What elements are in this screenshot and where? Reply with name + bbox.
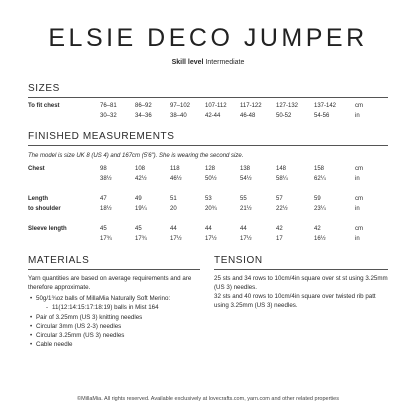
length-cell: 21½: [240, 206, 252, 212]
chest-cell: 38½: [100, 176, 112, 182]
length-cell: 59: [314, 196, 321, 202]
materials-item: [30, 340, 170, 349]
sleeve-cell: 45: [100, 226, 107, 232]
sleeve-cell: 17½: [240, 236, 252, 242]
length-cell: 20¾: [205, 206, 217, 212]
materials-item-text: Circular 3.25mm (US 3) needles: [36, 332, 125, 340]
unit-label: cm: [355, 166, 363, 172]
sleeve-cell: 17½: [170, 236, 182, 242]
unit-label: in: [355, 206, 360, 212]
length-cell: 51: [170, 196, 177, 202]
bullet-icon: •: [30, 332, 33, 340]
chest-cell: 118: [170, 166, 180, 172]
size-cell: 46-48: [240, 113, 256, 119]
chest-cell: 42½: [135, 176, 147, 182]
size-cell: 137-142: [314, 103, 337, 109]
sleeve-cell: 17¾: [135, 236, 147, 242]
tension-rule: [214, 269, 388, 270]
chest-cell: 62¼: [314, 176, 326, 182]
sleeve-cell: 44: [170, 226, 177, 232]
size-cell: 54-56: [314, 113, 330, 119]
materials-item-text: Circular 3mm (US 2-3) needles: [36, 322, 122, 330]
unit-label: in: [355, 113, 360, 119]
sleeve-cell: 16½: [314, 236, 326, 242]
chest-cell: 50½: [205, 176, 217, 182]
bullet-icon: •: [30, 341, 33, 349]
length-cell: 57: [276, 196, 283, 202]
length-cell: 20: [170, 206, 177, 212]
sleeve-cell: 42: [276, 226, 283, 232]
materials-item-text: Cable needle: [36, 341, 73, 349]
bullet-icon: •: [30, 322, 33, 330]
size-cell: 30–32: [100, 113, 117, 119]
size-cell: 34–36: [135, 113, 152, 119]
sleeve-cell: 17: [276, 236, 283, 242]
length-cell: 18½: [100, 206, 112, 212]
length-cell: 55: [240, 196, 247, 202]
size-cell: 86–92: [135, 103, 152, 109]
unit-label: cm: [355, 103, 363, 109]
materials-list: [30, 294, 171, 350]
skill-level-label: Skill level: [171, 59, 204, 66]
sleeve-cell: 45: [135, 226, 142, 232]
unit-label: in: [355, 236, 360, 242]
chest-cell: 54½: [240, 176, 252, 182]
tension-para-2: 32 sts and 40 rows to 10cm/4in square over twisted rib patt using 3.25mm (US 3) needles.: [214, 293, 376, 309]
sleeve-cell: 44: [205, 226, 212, 232]
chest-cell: 58¼: [276, 176, 288, 182]
size-cell: 42-44: [205, 113, 221, 119]
sizes-rule: [28, 97, 388, 98]
materials-item: [30, 294, 171, 303]
chest-cell: 108: [135, 166, 146, 172]
size-cell: 38–40: [170, 113, 187, 119]
length-cell: 53: [205, 196, 212, 202]
materials-intro: Yarn quantities are based on average requirements and are therefore approximate.: [28, 275, 192, 291]
chest-label: Chest: [28, 166, 45, 172]
copyright-footer: ©MillaMia. All rights reserved. Available exclusively at lovecrafts.com, yarn.com and other related properties: [77, 396, 339, 402]
to-fit-chest-label: To fit chest: [28, 103, 60, 109]
sleeve-cell: 17¾: [100, 236, 112, 242]
skill-level-value: Intermediate: [205, 59, 245, 66]
chest-cell: 148: [276, 166, 287, 172]
length-cell: 19¼: [135, 206, 147, 212]
length-cell: 23¼: [314, 206, 326, 212]
unit-label: cm: [355, 226, 363, 232]
size-cell: 76–81: [100, 103, 117, 109]
sizes-heading: SIZES: [28, 83, 60, 94]
materials-item: [30, 331, 170, 340]
finished-rule: [28, 145, 388, 146]
finished-heading: FINISHED MEASUREMENTS: [28, 131, 175, 142]
materials-heading: MATERIALS: [28, 255, 90, 266]
materials-rule: [28, 269, 200, 270]
tension-heading: TENSION: [214, 255, 263, 266]
chest-cell: 46½: [170, 176, 182, 182]
bullet-icon: •: [30, 295, 33, 302]
length-label: Length: [28, 196, 48, 202]
size-cell: 107-112: [205, 103, 227, 109]
size-cell: 117-122: [240, 103, 262, 109]
chest-cell: 128: [205, 166, 216, 172]
length-cell: 47: [100, 196, 107, 202]
size-cell: 97–102: [170, 103, 191, 109]
unit-label: cm: [355, 196, 363, 202]
unit-label: in: [355, 176, 360, 182]
sleeve-length-label: Sleeve length: [28, 226, 67, 232]
chest-cell: 158: [314, 166, 325, 172]
pattern-title: ELSIE DECO JUMPER: [48, 24, 368, 52]
skill-level: [0, 59, 416, 66]
size-cell: 50-52: [276, 113, 292, 119]
chest-cell: 138: [240, 166, 251, 172]
materials-subitem: [36, 303, 170, 312]
materials-item: [30, 322, 170, 331]
materials-item-text: 11(12:14:15:17:18:19) balls in Mist 164: [52, 304, 159, 312]
size-cell: 127-132: [276, 103, 299, 109]
length-cell: 49: [135, 196, 142, 202]
dash-icon: -: [46, 304, 49, 312]
materials-item-text: 50g/1¾oz balls of MillaMia Naturally Soft Merino:: [36, 295, 171, 302]
sleeve-cell: 44: [240, 226, 247, 232]
chest-cell: 98: [100, 166, 107, 172]
materials-item-text: Pair of 3.25mm (US 3) knitting needles: [36, 313, 143, 321]
materials-item: [30, 313, 170, 322]
sleeve-cell: 42: [314, 226, 321, 232]
to-shoulder-label: to shoulder: [28, 206, 61, 212]
bullet-icon: •: [30, 313, 33, 321]
model-note: The model is size UK 8 (US 4) and 167cm (5'6"). She is wearing the second size.: [28, 153, 244, 159]
length-cell: 22½: [276, 206, 288, 212]
sleeve-cell: 17½: [205, 236, 217, 242]
tension-para-1: 25 sts and 34 rows to 10cm/4in square over st st using 3.25mm (US 3) needles.: [214, 275, 388, 291]
